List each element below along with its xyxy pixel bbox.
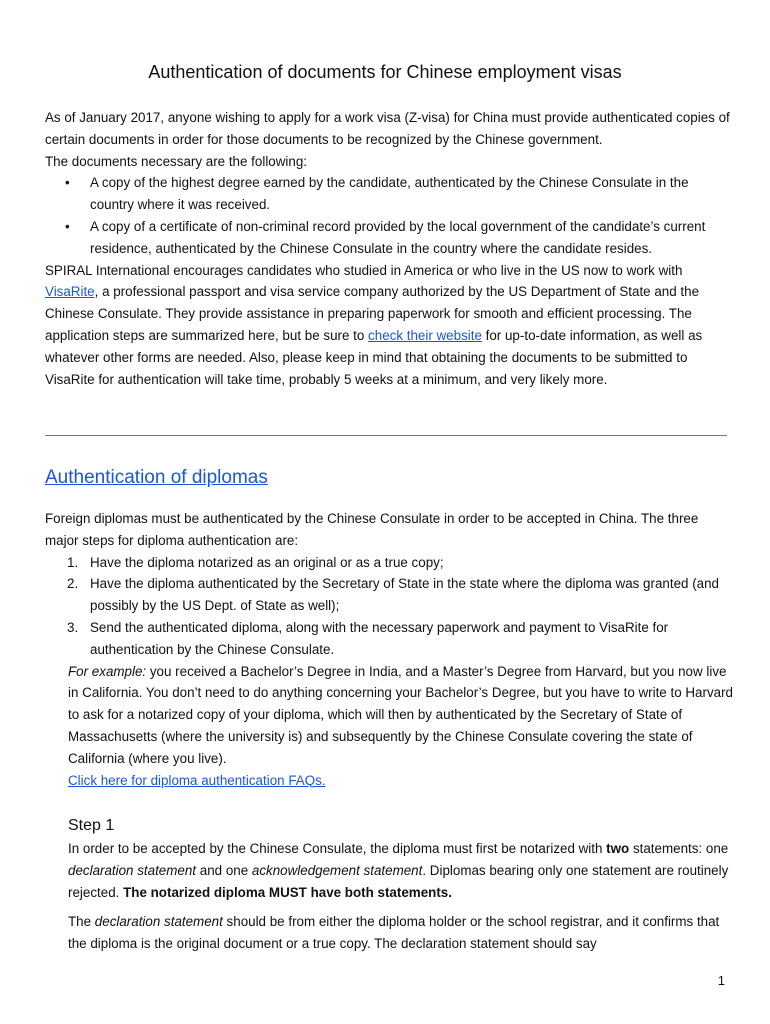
bold-text: two bbox=[606, 841, 630, 856]
text-span: . Diplomas bearing only one statement are routinely rejected. bbox=[68, 862, 729, 900]
italic-text: declaration statement bbox=[94, 914, 223, 930]
step-number: 2. bbox=[67, 576, 79, 592]
example-text: you received a Bachelor’s Degree in India, and a Master’s Degree from Harvard, but you now live in California. You don’t need to do anything concerning your Bachelor’s Degree, but you have to write to Harvard to ask for a notarized copy of your diploma, which will then by authenticated by the Secretary of State of Massachusetts (where the university is) and subsequently by the Chinese Consulate covering the state of California (where you live). bbox=[68, 663, 733, 766]
text-span: and one bbox=[196, 862, 252, 878]
italic-text: declaration statement bbox=[68, 862, 197, 878]
example-paragraph bbox=[45, 661, 735, 770]
bold-text: The notarized diploma MUST have both statements. bbox=[123, 884, 452, 900]
step1-paragraph-1 bbox=[68, 838, 735, 903]
intro-paragraph-3 bbox=[45, 260, 735, 391]
list-item: • A copy of the highest degree earned by the candidate, authenticated by the Chinese Consulate in the country where it was received. bbox=[90, 172, 735, 216]
text-span: for up-to-date information, as well as whatever other forms are needed. Also, please keep in mind that obtaining the documents to be submitted to VisaRite for authentication will take time, probably 5 weeks at a minimum, and very likely more. bbox=[45, 327, 703, 387]
diplomas-section bbox=[45, 508, 735, 791]
step1-section bbox=[68, 838, 735, 955]
step-number: 3. bbox=[67, 619, 79, 635]
steps-list bbox=[45, 552, 735, 661]
diplomas-heading-link[interactable]: Authentication of diplomas bbox=[45, 467, 268, 488]
step-number: 1. bbox=[67, 554, 79, 570]
text-span: should be from either the diploma holder or the school registrar, and it confirms that the diploma is the original document or a true copy. The declaration statement should say bbox=[68, 914, 720, 952]
intro-paragraph-2: The documents necessary are the following: bbox=[45, 153, 308, 169]
page-number: 1 bbox=[717, 973, 725, 988]
text-span: statements: one bbox=[629, 841, 729, 856]
visarite-link[interactable]: VisaRite bbox=[45, 284, 95, 300]
list-item bbox=[67, 573, 735, 617]
step1-heading: Step 1 bbox=[68, 817, 115, 834]
text-span: , a professional passport and visa service company authorized by the US Department of State and the Chinese Consulate. They provide assistance in preparing paperwork for smooth and efficient processing. The application steps are summarized here, but be sure to bbox=[45, 284, 700, 343]
example-label: For example: bbox=[68, 663, 147, 679]
faq-link[interactable]: Click here for diploma authentication FAQs. bbox=[68, 772, 326, 788]
step-text: Have the diploma authenticated by the Secretary of State in the state where the diploma was granted (and possibly by the US Dept. of State as well); bbox=[90, 576, 719, 614]
documents-list bbox=[45, 172, 735, 259]
horizontal-divider bbox=[45, 435, 727, 436]
step-text: Send the authenticated diploma, along with the necessary paperwork and payment to VisaRite for authentication by the Chinese Consulate. bbox=[90, 619, 669, 657]
faq-paragraph bbox=[45, 770, 735, 792]
list-item bbox=[67, 617, 735, 661]
diplomas-paragraph: Foreign diplomas must be authenticated by the Chinese Consulate in order to be accepted in China. The three major steps for diploma authentication are: bbox=[45, 511, 699, 548]
step-text: Have the diploma notarized as an original or as a true copy; bbox=[90, 554, 444, 570]
list-item bbox=[67, 552, 735, 574]
list-item: • A copy of a certificate of non-criminal record provided by the local government of the candidate’s current residence, authenticated by the Chinese Consulate in the country where the candidate resides. bbox=[90, 216, 735, 260]
text-span: The bbox=[68, 914, 95, 930]
document-title: Authentication of documents for Chinese employment visas bbox=[148, 62, 622, 82]
check-website-link[interactable]: check their website bbox=[368, 327, 482, 343]
italic-text: acknowledgement statement bbox=[251, 862, 423, 878]
intro-paragraph-1: As of January 2017, anyone wishing to apply for a work visa (Z-visa) for China must provide authenticated copies of certain documents in order for those documents to be recognized by the Chinese government. bbox=[45, 110, 730, 147]
intro-section bbox=[45, 107, 735, 390]
step1-paragraph-2 bbox=[68, 911, 735, 955]
text-span: In order to be accepted by the Chinese Consulate, the diploma must first be notarized with bbox=[68, 841, 607, 856]
text-span: SPIRAL International encourages candidates who studied in America or who live in the US now to work with bbox=[45, 262, 683, 278]
